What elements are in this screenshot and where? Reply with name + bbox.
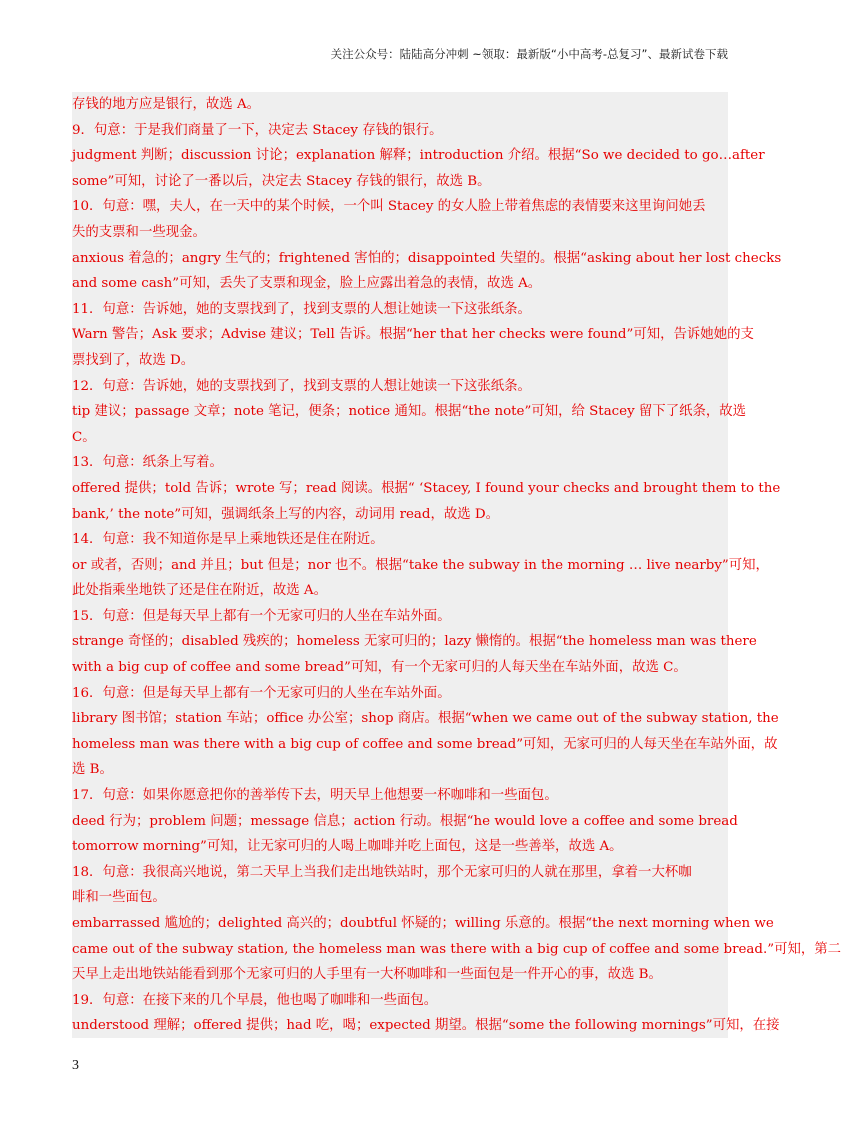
page-header: 关注公众号：陆陆高分冲刺 ~领取：最新版“小中高考-总复习”、最新试卷下载 [330, 47, 728, 61]
text-line: or 或者，否则；and 并且；but 但是；nor 也不。根据“take the subway in the morning … live nearby”可知， [72, 557, 769, 573]
text-line: 10．句意：嘿，夫人，在一天中的某个时候，一个叫 Stacey 的女人脸上带着焦虑的表情要来这里询问她丢 [72, 199, 706, 215]
text-line: homeless man was there with a big cup of coffee and some bread”可知，无家可归的人每天坐在车站外面，故 [72, 736, 778, 752]
text-line: 15．句意：但是每天早上都有一个无家可归的人坐在车站外面。 [72, 608, 451, 624]
text-line: 19．句意：在接下来的几个早晨，他也喝了咖啡和一些面包。 [72, 992, 438, 1008]
text-line: offered 提供；told 告诉；wrote 写；read 阅读。根据“ ‘Stacey, I found your checks and brought them to the [72, 480, 781, 496]
text-line: bank,’ the note”可知，强调纸条上写的内容，动词用 read，故选 D。 [72, 506, 500, 522]
text-line: and some cash”可知，丢失了支票和现金，脸上应露出着急的表情，故选 A。 [72, 276, 542, 292]
text-line: 此处指乘坐地铁了还是住在附近，故选 A。 [72, 583, 327, 599]
text-line: 14．句意：我不知道你是早上乘地铁还是住在附近。 [72, 532, 384, 548]
text-line: 11．句意：告诉她，她的支票找到了，找到支票的人想让她读一下这张纸条。 [72, 301, 531, 317]
text-line: 16．句意：但是每天早上都有一个无家可归的人坐在车站外面。 [72, 685, 451, 701]
text-line: 失的支票和一些现金。 [72, 224, 206, 240]
text-line: 存钱的地方应是银行，故选 A。 [72, 97, 261, 112]
text-line: judgment 判断；discussion 讨论；explanation 解释；introduction 介绍。根据“So we decided to go…after [72, 148, 765, 164]
text-line: tomorrow morning”可知，让无家可归的人喝上咖啡并吃上面包，这是一些善举，故选 A。 [72, 839, 623, 855]
text-line: 12．句意：告诉她，她的支票找到了，找到支票的人想让她读一下这张纸条。 [72, 378, 531, 394]
text-line: anxious 着急的；angry 生气的；frightened 害怕的；disappointed 失望的。根据“asking about her lost checks [72, 250, 782, 266]
text-line: tip 建议；passage 文章；note 笔记，便条；notice 通知。根据“the note”可知，给 Stacey 留下了纸条，故选 [72, 404, 747, 420]
text-line: deed 行为；problem 问题；message 信息；action 行动。根据“he would love a coffee and some bread [72, 813, 738, 829]
text-line: Warn 警告；Ask 要求；Advise 建议；Tell 告诉。根据“her that her checks were found”可知，告诉她她的支 [72, 327, 754, 343]
text-line: library 图书馆；station 车站；office 办公室；shop 商店。根据“when we came out of the subway station, the [72, 711, 779, 727]
page-number: 3 [72, 1058, 79, 1073]
text-line: 啡和一些面包。 [72, 890, 166, 906]
text-line: some”可知，讨论了一番以后，决定去 Stacey 存钱的银行，故选 B。 [72, 173, 491, 189]
text-line: 票找到了，故选 D。 [72, 352, 195, 368]
answer-explanations [72, 92, 841, 1038]
text-line: strange 奇怪的；disabled 残疾的；homeless 无家可归的；lazy 懒惰的。根据“the homeless man was there [72, 634, 757, 650]
text-line: 天早上走出地铁站能看到那个无家可归的人手里有一大杯咖啡和一些面包是一件开心的事，故选 B。 [72, 967, 662, 983]
text-line: 9．句意：于是我们商量了一下，决定去 Stacey 存钱的银行。 [72, 122, 443, 138]
text-line: C。 [72, 429, 96, 445]
text-line: embarrassed 尴尬的；delighted 高兴的；doubtful 怀疑的；willing 乐意的。根据“the next morning when we [72, 916, 774, 931]
text-line: 17．句意：如果你愿意把你的善举传下去，明天早上他想要一杯咖啡和一些面包。 [72, 788, 558, 804]
text-line: understood 理解；offered 提供；had 吃，喝；expected 期望。根据“some the following mornings”可知，在接 [72, 1018, 780, 1034]
text-line: with a big cup of coffee and some bread”可知，有一个无家可归的人每天坐在车站外面，故选 C。 [72, 660, 687, 676]
text-line: 13．句意：纸条上写着。 [72, 455, 223, 471]
text-line: 选 B。 [72, 762, 113, 778]
text-line: 18．句意：我很高兴地说，第二天早上当我们走出地铁站时，那个无家可归的人就在那里，拿着一大杯咖 [72, 864, 692, 880]
text-line: came out of the subway station, the homeless man was there with a big cup of coffee and some bread.”可知，第二 [72, 941, 841, 957]
